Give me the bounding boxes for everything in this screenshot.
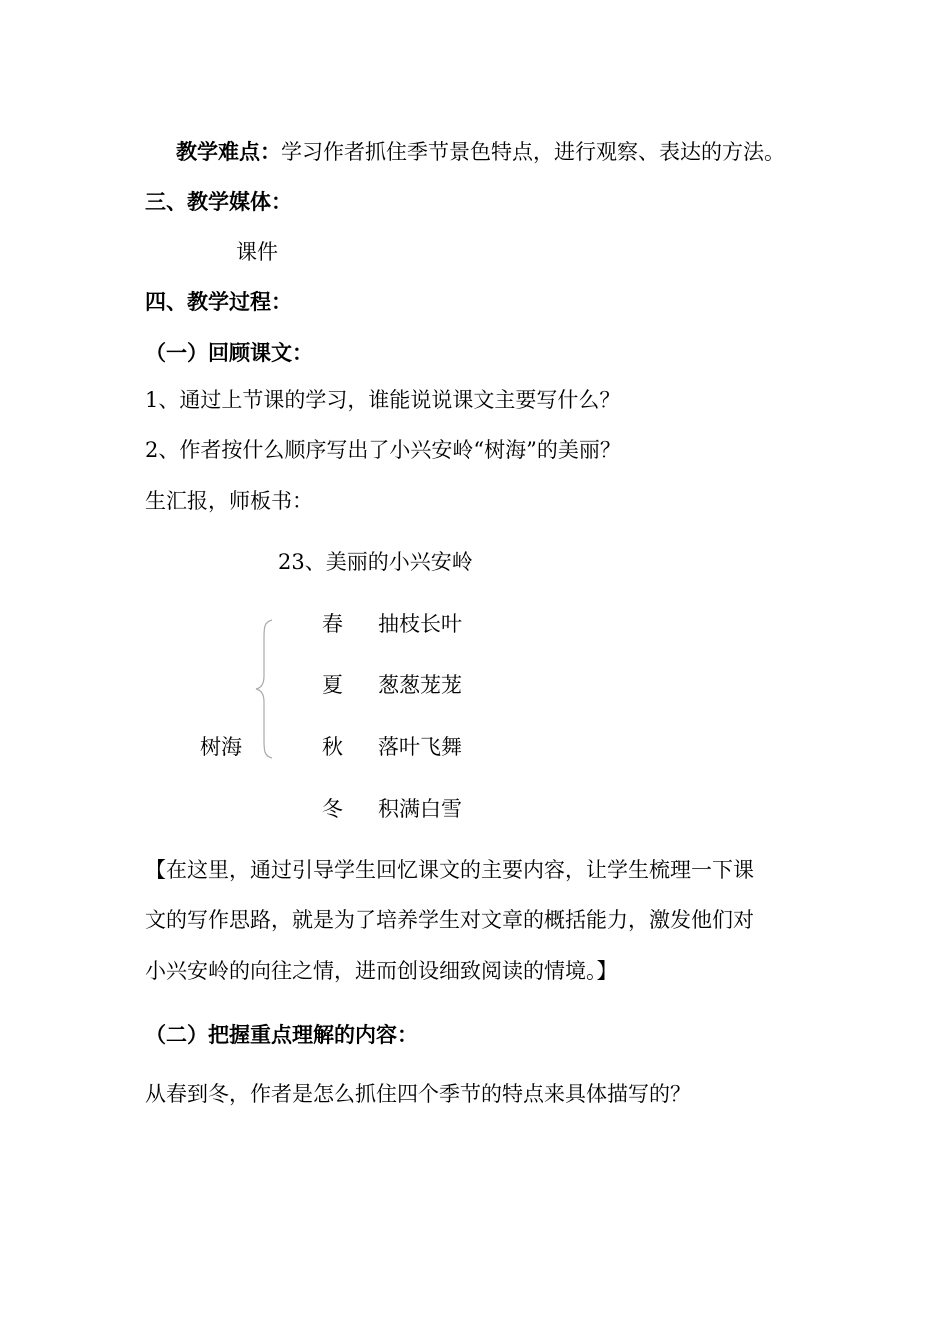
desc-autumn: 落叶飞舞 (378, 735, 462, 759)
board-title: 23、美丽的小兴安岭 (278, 550, 473, 574)
teaching-difficulty (176, 138, 785, 166)
difficulty-text: 学习作者抓住季节景色特点，进行观察、表达的方法。 (281, 140, 785, 164)
media-heading: 三、教学媒体： (145, 189, 292, 214)
note-line-1: 【在这里，通过引导学生回忆课文的主要内容，让学生梳理一下课 (145, 858, 754, 882)
part2-heading: （二）把握重点理解的内容： (145, 1022, 418, 1047)
part2-question: 从春到冬，作者是怎么抓住四个季节的特点来具体描写的？ (145, 1082, 691, 1106)
brace-shape (252, 618, 276, 760)
note-line-3: 小兴安岭的向往之情，进而创设细致阅读的情境。】 (145, 959, 618, 983)
season-autumn: 秋 (322, 735, 343, 759)
desc-spring: 抽枝长叶 (378, 612, 462, 636)
part1-heading: （一）回顾课文： (145, 340, 313, 365)
board-label: 树海 (200, 735, 242, 759)
season-spring: 春 (322, 612, 343, 636)
process-heading: 四、教学过程： (145, 289, 292, 314)
note-line-2: 文的写作思路，就是为了培养学生对文章的概括能力，激发他们对 (145, 908, 754, 932)
media-item: 课件 (236, 240, 278, 264)
difficulty-label: 教学难点： (176, 139, 281, 164)
desc-summer: 葱葱茏茏 (378, 673, 462, 697)
question-2: 2、作者按什么顺序写出了小兴安岭“树海”的美丽？ (145, 438, 621, 462)
report-text: 生汇报，师板书： (145, 489, 313, 513)
desc-winter: 积满白雪 (378, 797, 462, 821)
question-1: 1、通过上节课的学习，谁能说说课文主要写什么？ (145, 388, 621, 412)
season-summer: 夏 (322, 673, 343, 697)
season-winter: 冬 (322, 797, 343, 821)
